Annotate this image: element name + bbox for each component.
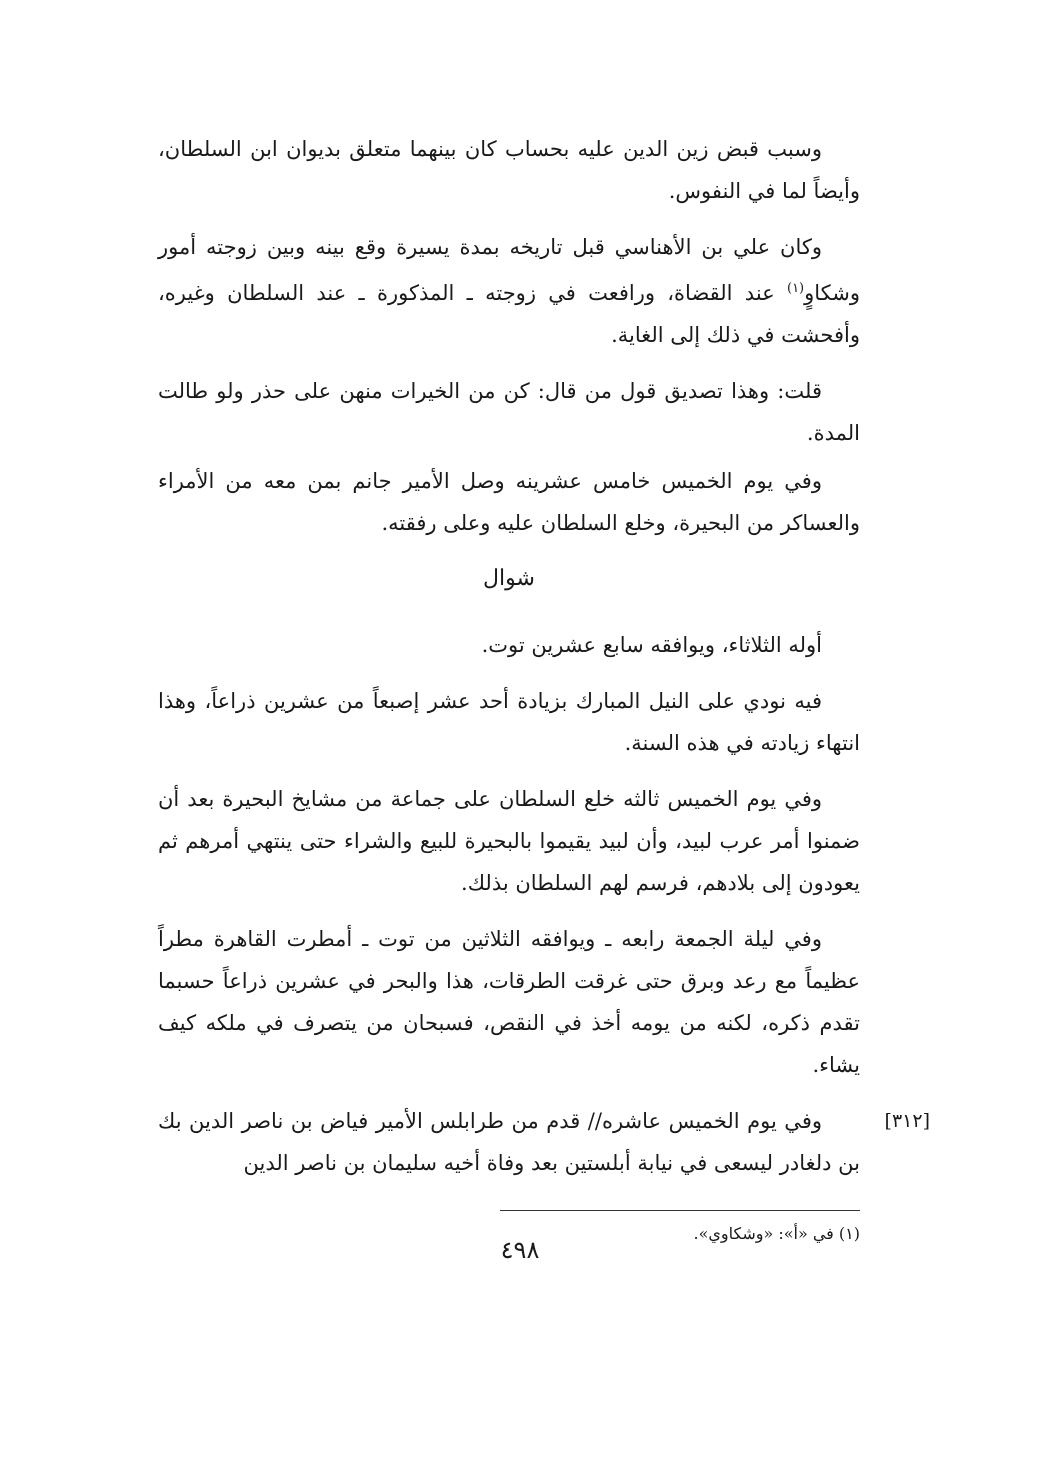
paragraph-4: وفي يوم الخميس خامس عشرينه وصل الأمير جانم بمن معه من الأمراء والعساكر من البحيرة، وخلع السلطان عليه وعلى رفقته. [158, 469, 860, 535]
page-body [158, 128, 930, 1247]
month-paragraph-2: فيه نودي على النيل المبارك بزيادة أحد عشر إصبعاً من عشرين ذراعاً، وهذا انتهاء زيادته في هذه السنة. [158, 689, 860, 755]
marginal-paragraph-wrap [158, 1100, 930, 1184]
month-paragraph-5: وفي يوم الخميس عاشره// قدم من طرابلس الأمير فياض بن ناصر الدين بك بن دلغادر ليسعى في نيابة أبلستين بعد وفاة أخيه سليمان بن ناصر الدين [158, 1109, 860, 1175]
footnote-marker: (١) [786, 281, 805, 296]
paragraph-2 [158, 226, 860, 356]
paragraph-2-rest: عند القضاة، ورافعت في زوجته ـ المذكورة ـ عند السلطان وغيره، وأفحشت في ذلك إلى الغاية. [158, 281, 860, 347]
month-paragraph-3: وفي يوم الخميس ثالثه خلع السلطان على جماعة من مشايخ البحيرة بعد أن ضمنوا أمر عرب لبيد، وأن لبيد يقيموا بالبحيرة للبيع والشراء حتى ينتهي أمرهم ثم يعودون إلى بلادهم، فرسم لهم السلطان بذلك. [158, 787, 860, 895]
paragraph-3: قلت: وهذا تصديق قول من قال: كن من الخيرات منهن على حذر ولو طالت المدة. [158, 379, 860, 445]
footnote: (١) في «أ»: «وشكاوي». [693, 1224, 860, 1243]
page-number: ٤٩٨ [500, 1236, 540, 1264]
paragraph-1: وسبب قبض زين الدين عليه بحساب كان بينهما متعلق بديوان ابن السلطان، وأيضاً لما في النفوس. [158, 137, 860, 203]
paragraph-2-start: وكان علي بن الأهناسي قبل تاريخه بمدة يسيرة وقع بينه وبين زوجته أمور وشكاوٍ [158, 235, 860, 305]
footnote-divider [500, 1210, 860, 1211]
month-heading: شوال [483, 566, 535, 591]
month-paragraph-1: أوله الثلاثاء، ويوافقه سابع عشرين توت. [481, 633, 822, 657]
month-paragraph-4: وفي ليلة الجمعة رابعه ـ ويوافقه الثلاثين من توت ـ أمطرت القاهرة مطراً عظيماً مع رعد وبرق حتى غرقت الطرقات، هذا والبحر في عشرين ذراعاً حسبما تقدم ذكره، لكنه من يومه أخذ في النقص، فسبحان من يتصرف في ملكه كيف يشاء. [158, 927, 860, 1077]
marginal-folio-note: [٣١٢] [884, 1110, 930, 1132]
